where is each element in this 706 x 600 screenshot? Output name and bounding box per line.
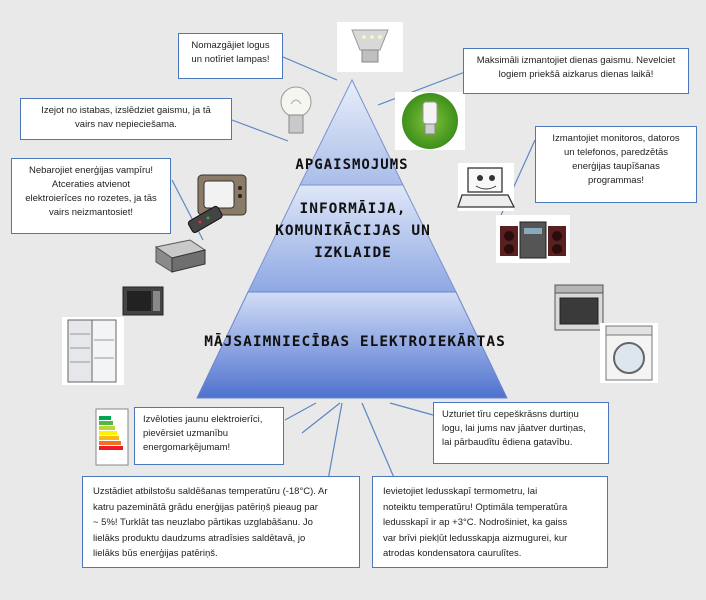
refrigerator-icon	[62, 317, 124, 385]
microwave-icon	[123, 287, 163, 315]
oven-icon	[555, 285, 603, 330]
tip-daylight	[463, 48, 689, 94]
laptop-icon	[458, 163, 514, 211]
light-bulb-icon	[281, 87, 311, 133]
level-appliances-label: MĀJSAIMNIECĪBAS ELEKTROIEKĀRTAS	[204, 334, 506, 350]
energy-label-icon	[96, 409, 128, 465]
level-ict-label	[258, 198, 448, 264]
tip-text: Nomazgājiet logus	[191, 40, 270, 51]
tip-text: vairs nav nepieciešama.	[75, 119, 177, 130]
tip-freezer-temperature	[82, 476, 360, 568]
tip-oven-door	[433, 402, 609, 464]
tip-text: un notīriet lampas!	[191, 54, 270, 65]
tip-text: lai pārbaudītu ēdiena gatavību.	[442, 437, 573, 448]
tip-text: ~ 5%! Turklāt tas neuzlabo pārtikas uzglabāšanu. Jo	[93, 517, 313, 528]
tip-energy-label	[134, 407, 284, 465]
tip-text: pievērsiet uzmanību	[143, 428, 229, 439]
eco-bulb-icon	[395, 92, 465, 150]
tip-switch-off-light	[20, 98, 232, 140]
tip-text: un telefonos, paredzētās	[563, 147, 669, 158]
tip-text: noteiktu temperatūru! Optimāla temperatūra	[383, 501, 568, 513]
tip-text: elektroierīces no rozetes, ja tās	[25, 193, 157, 204]
led-bulb-icon	[337, 22, 403, 72]
level-ict-line1: INFORMĀIJA,	[299, 201, 407, 217]
tip-text: logiem priekšā aizkarus dienas laikā!	[498, 69, 654, 80]
level-ict-line3: IZKLAIDE	[314, 245, 392, 261]
tip-text: vairs neizmantosiet!	[49, 207, 133, 218]
tip-text: lielāks produktu daudzums atradīsies saldētavā, jo	[93, 532, 306, 544]
tip-text: katru pazeminātā grādu enerģijas patēriņš pieaug par	[93, 501, 318, 513]
stereo-icon	[496, 215, 570, 263]
tip-text: Uzstādiet atbilstošu saldēšanas temperatūru (-18°C). Ar	[93, 486, 328, 497]
tip-clean-lamps	[178, 33, 283, 79]
tip-text: Ievietojiet ledusskapī termometru, lai	[383, 486, 538, 497]
tip-text: Izvēloties jaunu elektroierīci,	[143, 414, 263, 425]
tip-text: Atceraties atvienot	[51, 179, 131, 190]
tip-text: Nebarojiet enerģijas vampīru!	[28, 165, 154, 176]
tip-text: var brīvi piekļūt ledusskapja aizmugurei, kur	[383, 532, 568, 544]
washing-machine-icon	[600, 323, 658, 383]
tip-text: lielāks būs enerģijas patēriņš.	[93, 548, 218, 559]
level-lighting-label: APGAISMOJUMS	[295, 157, 409, 173]
tip-text: Uzturiet tīru cepeškrāsns durtiņu	[442, 409, 579, 420]
tip-text: Izejot no istabas, izslēdziet gaismu, ja tā	[41, 105, 211, 116]
tip-text: programmas!	[588, 175, 644, 186]
tip-text: energomarķējumam!	[143, 442, 231, 453]
level-ict-line2: KOMUNIKĀCIJAS UN	[275, 223, 431, 239]
tip-text: ledusskapī ir ap +3°C. Nodrošiniet, ka gaiss	[383, 517, 568, 528]
tip-text: Maksimāli izmantojiet dienas gaismu. Nevelciet	[476, 55, 676, 66]
tip-text: enerģijas taupīšanas	[572, 161, 660, 172]
tip-fridge-thermometer	[372, 476, 608, 568]
tip-energy-vampire	[11, 158, 171, 234]
tip-energy-saving-programs	[535, 126, 697, 203]
dvd-player-icon	[156, 240, 205, 272]
tip-text: atrodas kondensatora caurulītes.	[383, 548, 522, 559]
tv-icon	[198, 175, 246, 215]
tip-text: logu, lai jums nav jāatver durtiņas,	[442, 423, 586, 434]
tip-text: Izmantojiet monitoros, datoros	[552, 133, 680, 144]
